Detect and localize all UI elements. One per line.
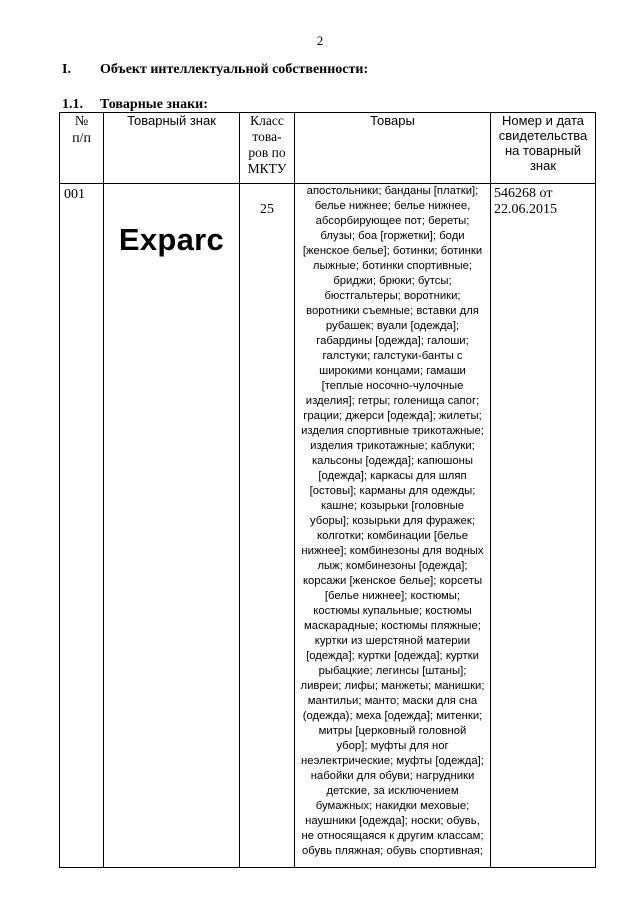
goods-line: обувь пляжная; обувь спортивная; — [301, 845, 483, 857]
trademarks-table — [59, 112, 596, 868]
header-trademark: Товарный знак — [104, 113, 240, 184]
goods-line: наушники [одежда]; носки; обувь, — [305, 815, 480, 827]
table-header-row — [60, 113, 596, 184]
header-class — [240, 113, 295, 184]
header-registration-line: Номер и дата — [501, 113, 585, 128]
header-number-line: № — [74, 114, 89, 129]
goods-line: ливреи; лифы; манжеты; манишки; — [300, 680, 485, 692]
header-goods: Товары — [295, 113, 491, 184]
goods-line: мантильи; манто; маски для сна — [307, 695, 478, 707]
goods-line: кальсоны [одежда]; капюшоны — [311, 455, 474, 467]
goods-line: колготки; комбинации [белье — [317, 530, 468, 542]
goods-line: [остовы]; карманы для одежды; — [309, 485, 476, 497]
goods-line: [одежда]; каркасы для шляп — [318, 470, 467, 482]
goods-line: корсажи [женское белье]; корсеты — [302, 575, 483, 587]
goods-line: апостольники; банданы [платки]; — [306, 185, 479, 197]
goods-line: убор]; муфты для ног — [336, 740, 449, 752]
goods-line: грации; джерси [одежда]; жилеты; — [303, 410, 482, 422]
goods-line: широкими концами; гамаши — [319, 365, 466, 377]
goods-line: изделия трикотажные; каблуки; — [310, 440, 475, 452]
trademark-cell — [104, 184, 240, 868]
goods-line: митры [церковный головной — [318, 725, 467, 737]
registration-date: 22.06.2015 — [494, 202, 557, 217]
header-registration-line: знак — [529, 158, 557, 173]
goods-line: белье нижнее; белье нижнее, — [314, 200, 471, 212]
goods-line: детские, за исключением — [326, 785, 459, 797]
goods-line: не относящаяся к другим классам; — [301, 830, 484, 842]
goods-line: воротники съемные; вставки для — [306, 305, 479, 317]
table-row — [60, 184, 596, 868]
registration-number: 546268 от — [494, 186, 553, 201]
goods-line: рубашек; вуали [одежда]; — [325, 320, 460, 332]
class-cell: 25 — [240, 184, 295, 868]
goods-cell — [295, 184, 491, 868]
goods-line: бумажных; накидки меховые; — [315, 800, 470, 812]
page-number: 2 — [316, 33, 324, 48]
header-number — [60, 113, 104, 184]
goods-line: неэлектрические; муфты [одежда]; — [301, 755, 484, 767]
goods-line: костюмы купальные; костюмы — [313, 605, 472, 617]
goods-line: [одежда]; куртки [одежда]; куртки — [306, 650, 479, 662]
goods-line: [женское белье]; ботинки; ботинки — [302, 245, 483, 257]
header-registration — [491, 113, 596, 184]
goods-line: лыжные; ботинки спортивные; — [312, 260, 473, 272]
goods-line: [теплые носочно-чулочные — [321, 380, 464, 392]
goods-line: бюстгальтеры; воротники; — [324, 290, 461, 302]
row-number: 001 — [60, 184, 104, 868]
trademark-wordmark: Exparc — [118, 222, 225, 257]
goods-line: габардины [одежда]; галоши; — [316, 335, 469, 347]
goods-line: изделия спортивные трикотажные; — [301, 425, 484, 437]
header-class-line: МКТУ — [247, 161, 287, 176]
goods-line: кашне; козырьки [головные — [320, 500, 465, 512]
header-registration-line: на товарный — [504, 143, 582, 158]
goods-line: лыж; комбинезоны [одежда]; — [317, 560, 468, 572]
goods-line: уборы]; козырьки для фуражек; — [309, 515, 476, 527]
header-class-line: ров по — [248, 145, 286, 160]
header-number-line: п/п — [72, 131, 91, 146]
goods-line: бриджи; брюки; бутсы; — [333, 275, 452, 287]
goods-line: галстуки; галстуки-банты с — [322, 350, 463, 362]
goods-line: [белье нижнее]; костюмы; — [324, 590, 461, 602]
goods-line: изделия]; гетры; голенища сапог; — [305, 395, 480, 407]
goods-line: маскарадные; костюмы пляжные; — [304, 620, 481, 632]
subsection-title: Товарные знаки: — [100, 97, 208, 112]
section-number: I. — [62, 62, 71, 77]
header-registration-line: свидетельства — [498, 128, 588, 143]
goods-line: рыбацкие; легинсы [штаны]; — [318, 665, 467, 677]
goods-line: нижнее]; комбинезоны для водных — [301, 545, 484, 557]
subsection-number: 1.1. — [62, 97, 83, 112]
goods-line: набойки для обуви; нагрудники — [310, 770, 475, 782]
header-class-line: това- — [252, 129, 282, 144]
goods-line: блузы; боа [горжетки]; боди — [320, 230, 465, 242]
section-title: Объект интеллектуальной собственности: — [100, 62, 369, 77]
goods-line: абсорбирующее пот; береты; — [315, 215, 470, 227]
header-class-line: Класс — [250, 113, 284, 128]
goods-line: (одежда); меха [одежда]; митенки; — [302, 710, 483, 722]
goods-line: куртки из шерстяной материи — [314, 635, 471, 647]
registration-cell — [491, 184, 596, 868]
